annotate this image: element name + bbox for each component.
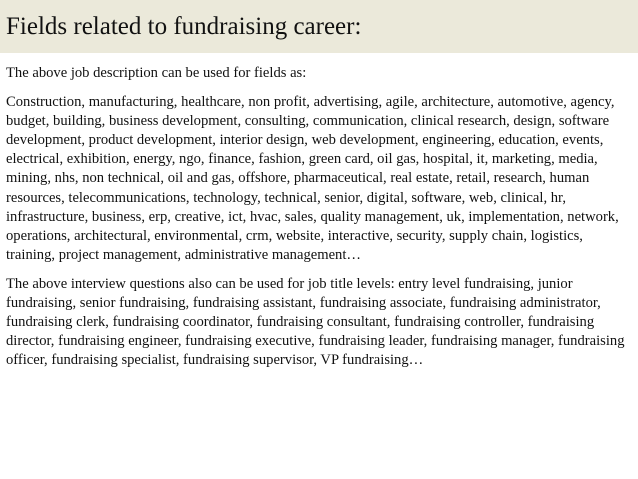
levels-paragraph: The above interview questions also can be used for job title levels: entry level fundraising, junior fundraising, senior fundraising, fundraising assistant, fundraising associate, fundraising administrator, fundraising clerk, fundraising coordinator, fundraising consultant, fundraising controller, fundraising director, fundraising engineer, fundraising executive, fundraising leader, fundraising manager, fundraising officer, fundraising specialist, fundraising supervisor, VP fundraising… <box>6 275 625 369</box>
intro-text: The above job description can be used for fields as: <box>6 65 307 81</box>
title-bar <box>0 0 638 53</box>
slide-body <box>6 64 634 380</box>
fields-paragraph: Construction, manufacturing, healthcare, non profit, advertising, agile, architecture, automotive, agency, budget, building, business development, consulting, communication, clinical research, design, software development, product development, interior design, web development, engineering, education, events, electrical, exhibition, energy, ngo, finance, fashion, green card, oil gas, hospital, it, marketing, media, mining, nhs, non technical, oil and gas, offshore, pharmaceutical, real estate, retail, research, human resources, telecommunications, technology, technical, senior, digital, software, web, clinical, hr, infrastructure, business, erp, creative, ict, hvac, sales, quality management, uk, implementation, network, operations, architectural, environmental, crm, website, interactive, security, supply chain, logistics, training, project management, administrative management… <box>6 94 619 263</box>
slide-title: Fields related to fundraising career: <box>6 13 362 40</box>
